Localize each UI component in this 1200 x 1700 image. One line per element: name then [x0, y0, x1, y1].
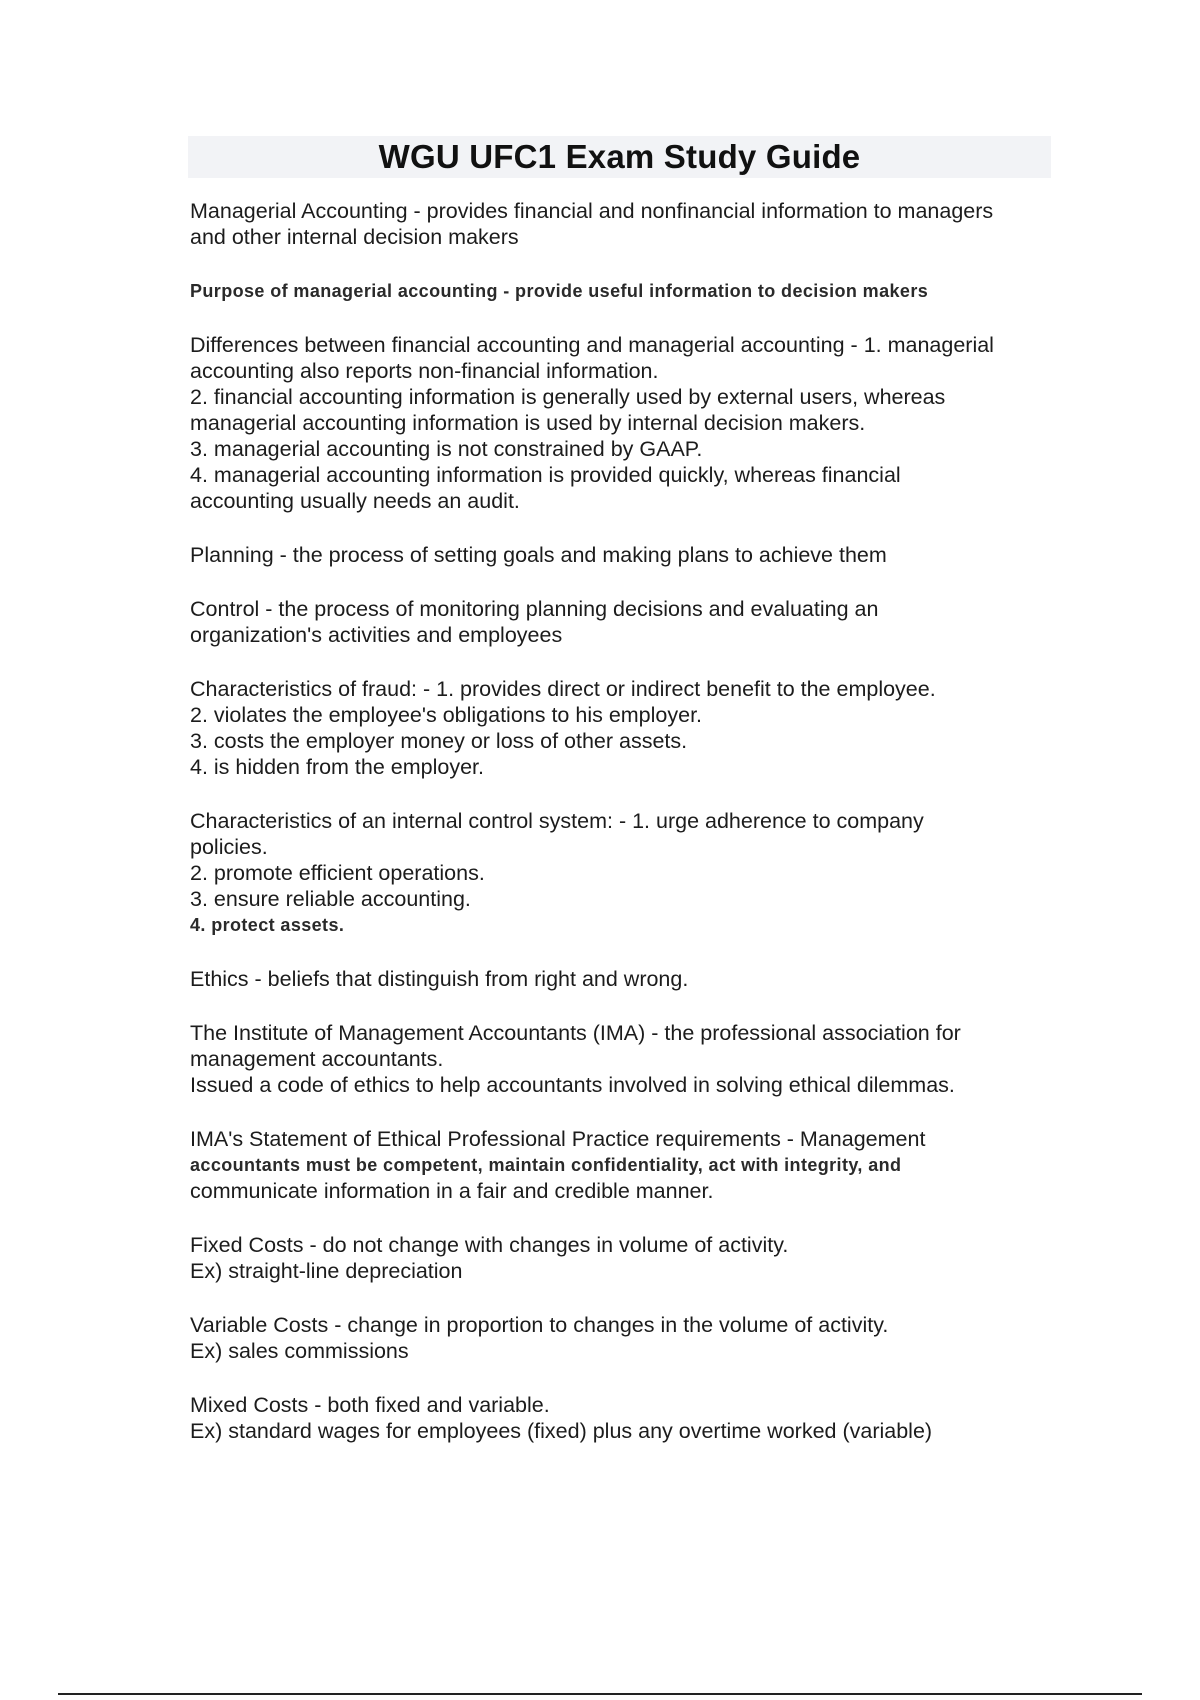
entry-control [190, 596, 1050, 648]
text-line: 3. ensure reliable accounting. [190, 887, 471, 911]
text-line: management accountants. [190, 1047, 444, 1071]
text-line: and other internal decision makers [190, 225, 519, 249]
text-line: 2. violates the employee's obligations to his employer. [190, 703, 703, 727]
text-line: Planning - the process of setting goals and making plans to achieve them [190, 543, 887, 567]
text-line: 2. promote efficient operations. [190, 861, 485, 885]
entry-fraud [190, 676, 1050, 780]
text-line: Variable Costs - change in proportion to changes in the volume of activity. [190, 1313, 889, 1337]
text-line: Mixed Costs - both fixed and variable. [190, 1393, 550, 1417]
text-line: The Institute of Management Accountants (IMA) - the professional association for [190, 1021, 961, 1045]
text-line: 4. managerial accounting information is provided quickly, whereas financial [190, 463, 901, 487]
entry-internal-control [190, 808, 1050, 938]
text-line: 3. costs the employer money or loss of other assets. [190, 729, 688, 753]
page-title: WGU UFC1 Exam Study Guide [378, 138, 861, 175]
text-line: 3. managerial accounting is not constrained by GAAP. [190, 437, 703, 461]
text-line: accountants must be competent, maintain confidentiality, act with integrity, and [190, 1155, 902, 1175]
text-line: accounting also reports non-financial information. [190, 359, 659, 383]
text-line: IMA's Statement of Ethical Professional Practice requirements - Management [190, 1127, 926, 1151]
entry-ima [190, 1020, 1050, 1098]
text-line: 4. protect assets. [190, 915, 345, 935]
entry-managerial-accounting [190, 198, 1050, 250]
text-line: Differences between financial accounting and managerial accounting - 1. managerial [190, 333, 994, 357]
entry-variable-costs [190, 1312, 1050, 1364]
entry-differences [190, 332, 1050, 514]
text-line: organization's activities and employees [190, 623, 563, 647]
entry-mixed-costs [190, 1392, 1050, 1444]
text-line: Fixed Costs - do not change with changes in volume of activity. [190, 1233, 789, 1257]
text-line: Control - the process of monitoring planning decisions and evaluating an [190, 597, 879, 621]
text-line: Managerial Accounting - provides financial and nonfinancial information to managers [190, 199, 994, 223]
entry-purpose-managerial-accounting [190, 278, 1050, 304]
text-line: Issued a code of ethics to help accountants involved in solving ethical dilemmas. [190, 1073, 955, 1097]
text-line: accounting usually needs an audit. [190, 489, 520, 513]
text-line: 2. financial accounting information is generally used by external users, whereas [190, 385, 946, 409]
text-line: Characteristics of fraud: - 1. provides direct or indirect benefit to the employee. [190, 677, 936, 701]
entry-ima-statement [190, 1126, 1050, 1204]
entry-fixed-costs [190, 1232, 1050, 1284]
title-bar [188, 136, 1051, 178]
text-line: 4. is hidden from the employer. [190, 755, 484, 779]
text-line: Ethics - beliefs that distinguish from right and wrong. [190, 967, 689, 991]
study-guide-content [190, 198, 1050, 1472]
text-line: managerial accounting information is used by internal decision makers. [190, 411, 866, 435]
text-line: Ex) standard wages for employees (fixed) plus any overtime worked (variable) [190, 1419, 933, 1443]
text-line: Purpose of managerial accounting - provide useful information to decision makers [190, 281, 929, 301]
entry-planning [190, 542, 1050, 568]
text-line: policies. [190, 835, 268, 859]
entry-ethics [190, 966, 1050, 992]
text-line: Ex) straight-line depreciation [190, 1259, 463, 1283]
text-line: communicate information in a fair and credible manner. [190, 1179, 714, 1203]
footer-divider [58, 1693, 1142, 1695]
text-line: Ex) sales commissions [190, 1339, 409, 1363]
text-line: Characteristics of an internal control system: - 1. urge adherence to company [190, 809, 924, 833]
